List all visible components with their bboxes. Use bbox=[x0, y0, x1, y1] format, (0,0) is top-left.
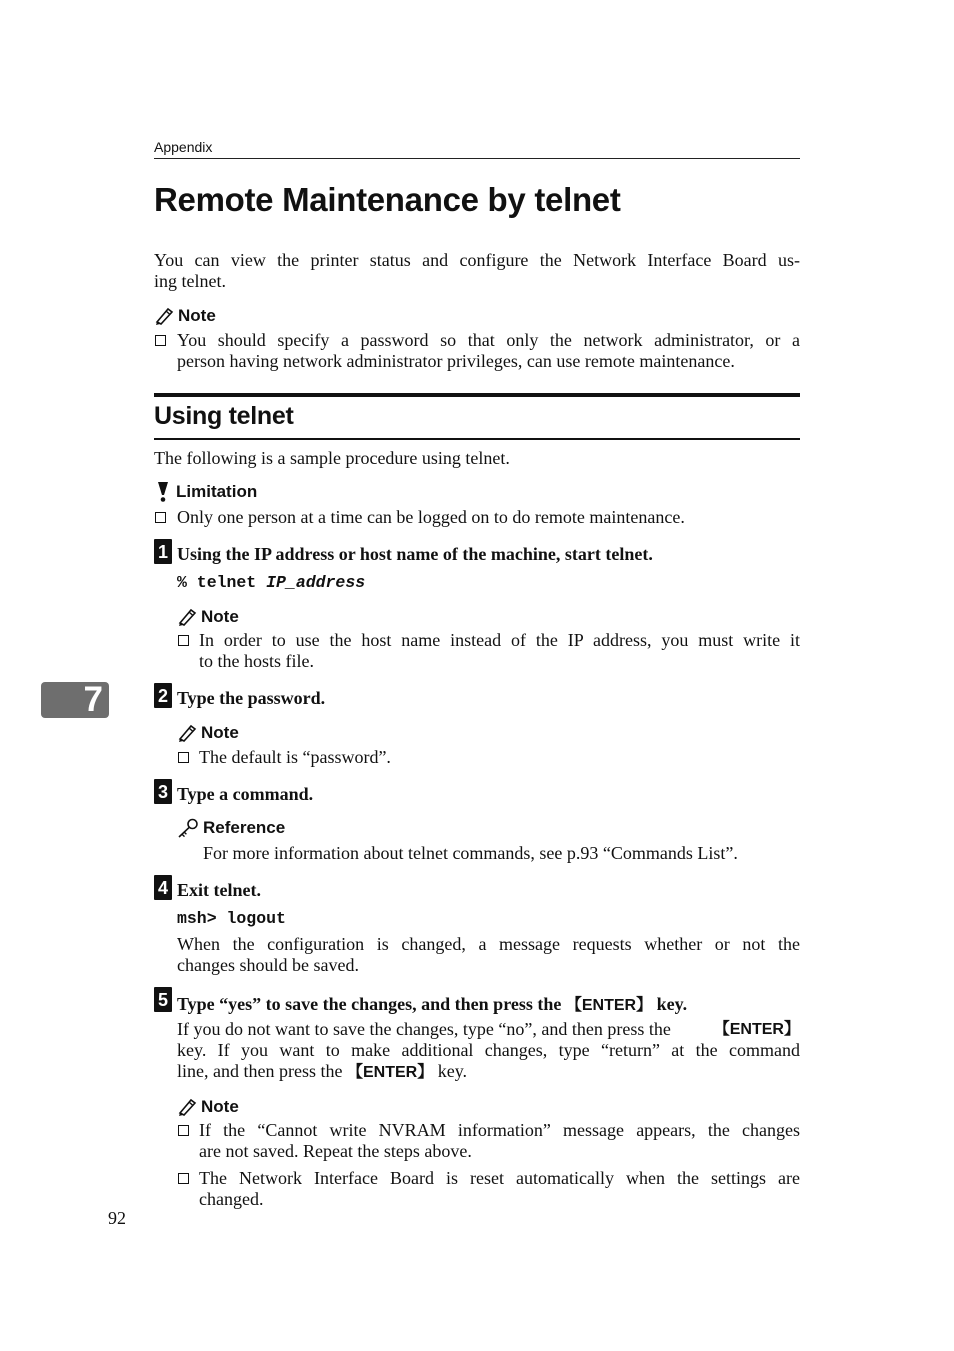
key-name: ENTER bbox=[362, 1064, 418, 1081]
section-rule-bottom bbox=[154, 438, 800, 440]
step-1-note-line-2: to the hosts file. bbox=[199, 651, 314, 671]
step-5-note-2-line-2: changed. bbox=[199, 1189, 264, 1209]
checkbox-bullet-icon bbox=[155, 512, 166, 523]
step-5-body-text: If you do not want to save the changes, type “no”, and then press the bbox=[177, 1019, 676, 1039]
step-5-body-text: line, and then press the bbox=[177, 1061, 347, 1081]
key-bracket-open: 【 bbox=[346, 1064, 363, 1081]
pencil-icon bbox=[154, 307, 174, 325]
step-1-text: Using the IP address or host name of the machine, start telnet. bbox=[177, 544, 653, 564]
key-bracket-open: 【 bbox=[565, 997, 582, 1014]
note-heading bbox=[177, 607, 239, 627]
step-5-body-line-1 bbox=[177, 1019, 800, 1040]
section-title: Using telnet bbox=[154, 402, 294, 430]
key-name: ENTER bbox=[581, 997, 637, 1014]
step-1-note-line-1: In order to use the host name instead of the IP address, you must write it bbox=[199, 630, 800, 650]
checkbox-bullet-icon bbox=[178, 635, 189, 646]
note-item-line-2: person having network administrator privileges, can use remote maintenance. bbox=[177, 351, 735, 371]
intro-line-1: You can view the printer status and configure the Network Interface Board us- bbox=[154, 250, 800, 270]
key-bracket-open: 【 bbox=[713, 1021, 730, 1038]
step-5-body-text-after: key. bbox=[433, 1061, 468, 1081]
key-icon bbox=[177, 818, 199, 838]
step-number-2: 2 bbox=[154, 683, 172, 708]
key-bracket-close: 】 bbox=[783, 1021, 800, 1038]
chapter-tab bbox=[41, 682, 109, 718]
note-heading bbox=[177, 1097, 239, 1117]
step-1-code bbox=[177, 573, 365, 592]
checkbox-bullet-icon bbox=[155, 335, 166, 346]
note-heading bbox=[177, 723, 239, 743]
limitation-heading bbox=[154, 481, 257, 503]
enter-key-label bbox=[714, 1019, 800, 1040]
checkbox-bullet-icon bbox=[178, 1173, 189, 1184]
note-heading bbox=[154, 306, 216, 326]
code-command: % telnet bbox=[177, 573, 267, 592]
step-5-body-line-2: key. If you want to make additional changes, type “return” at the command bbox=[177, 1040, 800, 1060]
step-5-text-before: Type “yes” to save the changes, and then press the bbox=[177, 994, 566, 1014]
enter-key-label bbox=[566, 997, 652, 1014]
note-label: Note bbox=[201, 607, 239, 626]
step-number-1: 1 bbox=[154, 539, 172, 564]
step-5-note-2-line-1: The Network Interface Board is reset automatically when the settings are bbox=[199, 1168, 800, 1188]
step-2-note: The default is “password”. bbox=[199, 747, 391, 767]
step-5-text-after: key. bbox=[652, 994, 688, 1014]
enter-key-label bbox=[347, 1064, 433, 1081]
reference-heading bbox=[177, 818, 285, 838]
reference-label: Reference bbox=[203, 818, 286, 837]
chapter-number: 7 bbox=[83, 680, 103, 719]
section-rule-top bbox=[154, 393, 800, 397]
page-number: 92 bbox=[108, 1208, 126, 1228]
step-4-body-line-1: When the configuration is changed, a message requests whether or not the bbox=[177, 934, 800, 954]
running-head: Appendix bbox=[154, 139, 213, 155]
step-number-4: 4 bbox=[154, 875, 172, 900]
note-label: Note bbox=[201, 723, 239, 742]
limitation-label: Limitation bbox=[176, 482, 258, 501]
step-5-text bbox=[177, 992, 687, 1015]
exclamation-icon bbox=[154, 481, 172, 503]
note-label: Note bbox=[201, 1097, 239, 1116]
page-title: Remote Maintenance by telnet bbox=[154, 181, 621, 218]
intro-line-2: ing telnet. bbox=[154, 271, 226, 291]
pencil-icon bbox=[177, 1098, 197, 1116]
step-5-note-1-line-1: If the “Cannot write NVRAM information” message appears, the changes bbox=[199, 1120, 800, 1140]
step-number-3: 3 bbox=[154, 779, 172, 804]
step-5-note-1-line-2: are not saved. Repeat the steps above. bbox=[199, 1141, 472, 1161]
note-item-line-1: You should specify a password so that only the network administrator, or a bbox=[177, 330, 800, 350]
note-label: Note bbox=[178, 306, 216, 325]
reference-text: For more information about telnet commands, see p.93 “Commands List”. bbox=[203, 843, 738, 863]
code-argument: IP_address bbox=[266, 573, 366, 592]
key-bracket-close: 】 bbox=[417, 1064, 434, 1081]
step-3-text: Type a command. bbox=[177, 784, 314, 804]
pencil-icon bbox=[177, 608, 197, 626]
key-name: ENTER bbox=[729, 1021, 784, 1038]
step-4-text: Exit telnet. bbox=[177, 880, 261, 900]
step-2-text: Type the password. bbox=[177, 688, 326, 708]
limitation-item: Only one person at a time can be logged on to do remote maintenance. bbox=[177, 507, 685, 527]
step-4-body-line-2: changes should be saved. bbox=[177, 955, 359, 975]
section-intro: The following is a sample procedure using telnet. bbox=[154, 448, 510, 468]
step-number-5: 5 bbox=[154, 987, 172, 1012]
checkbox-bullet-icon bbox=[178, 752, 189, 763]
step-5-body-line-3 bbox=[177, 1061, 467, 1083]
key-bracket-close: 】 bbox=[636, 997, 653, 1014]
checkbox-bullet-icon bbox=[178, 1125, 189, 1136]
step-4-code: msh> logout bbox=[177, 909, 286, 928]
pencil-icon bbox=[177, 724, 197, 742]
header-rule bbox=[154, 158, 800, 159]
